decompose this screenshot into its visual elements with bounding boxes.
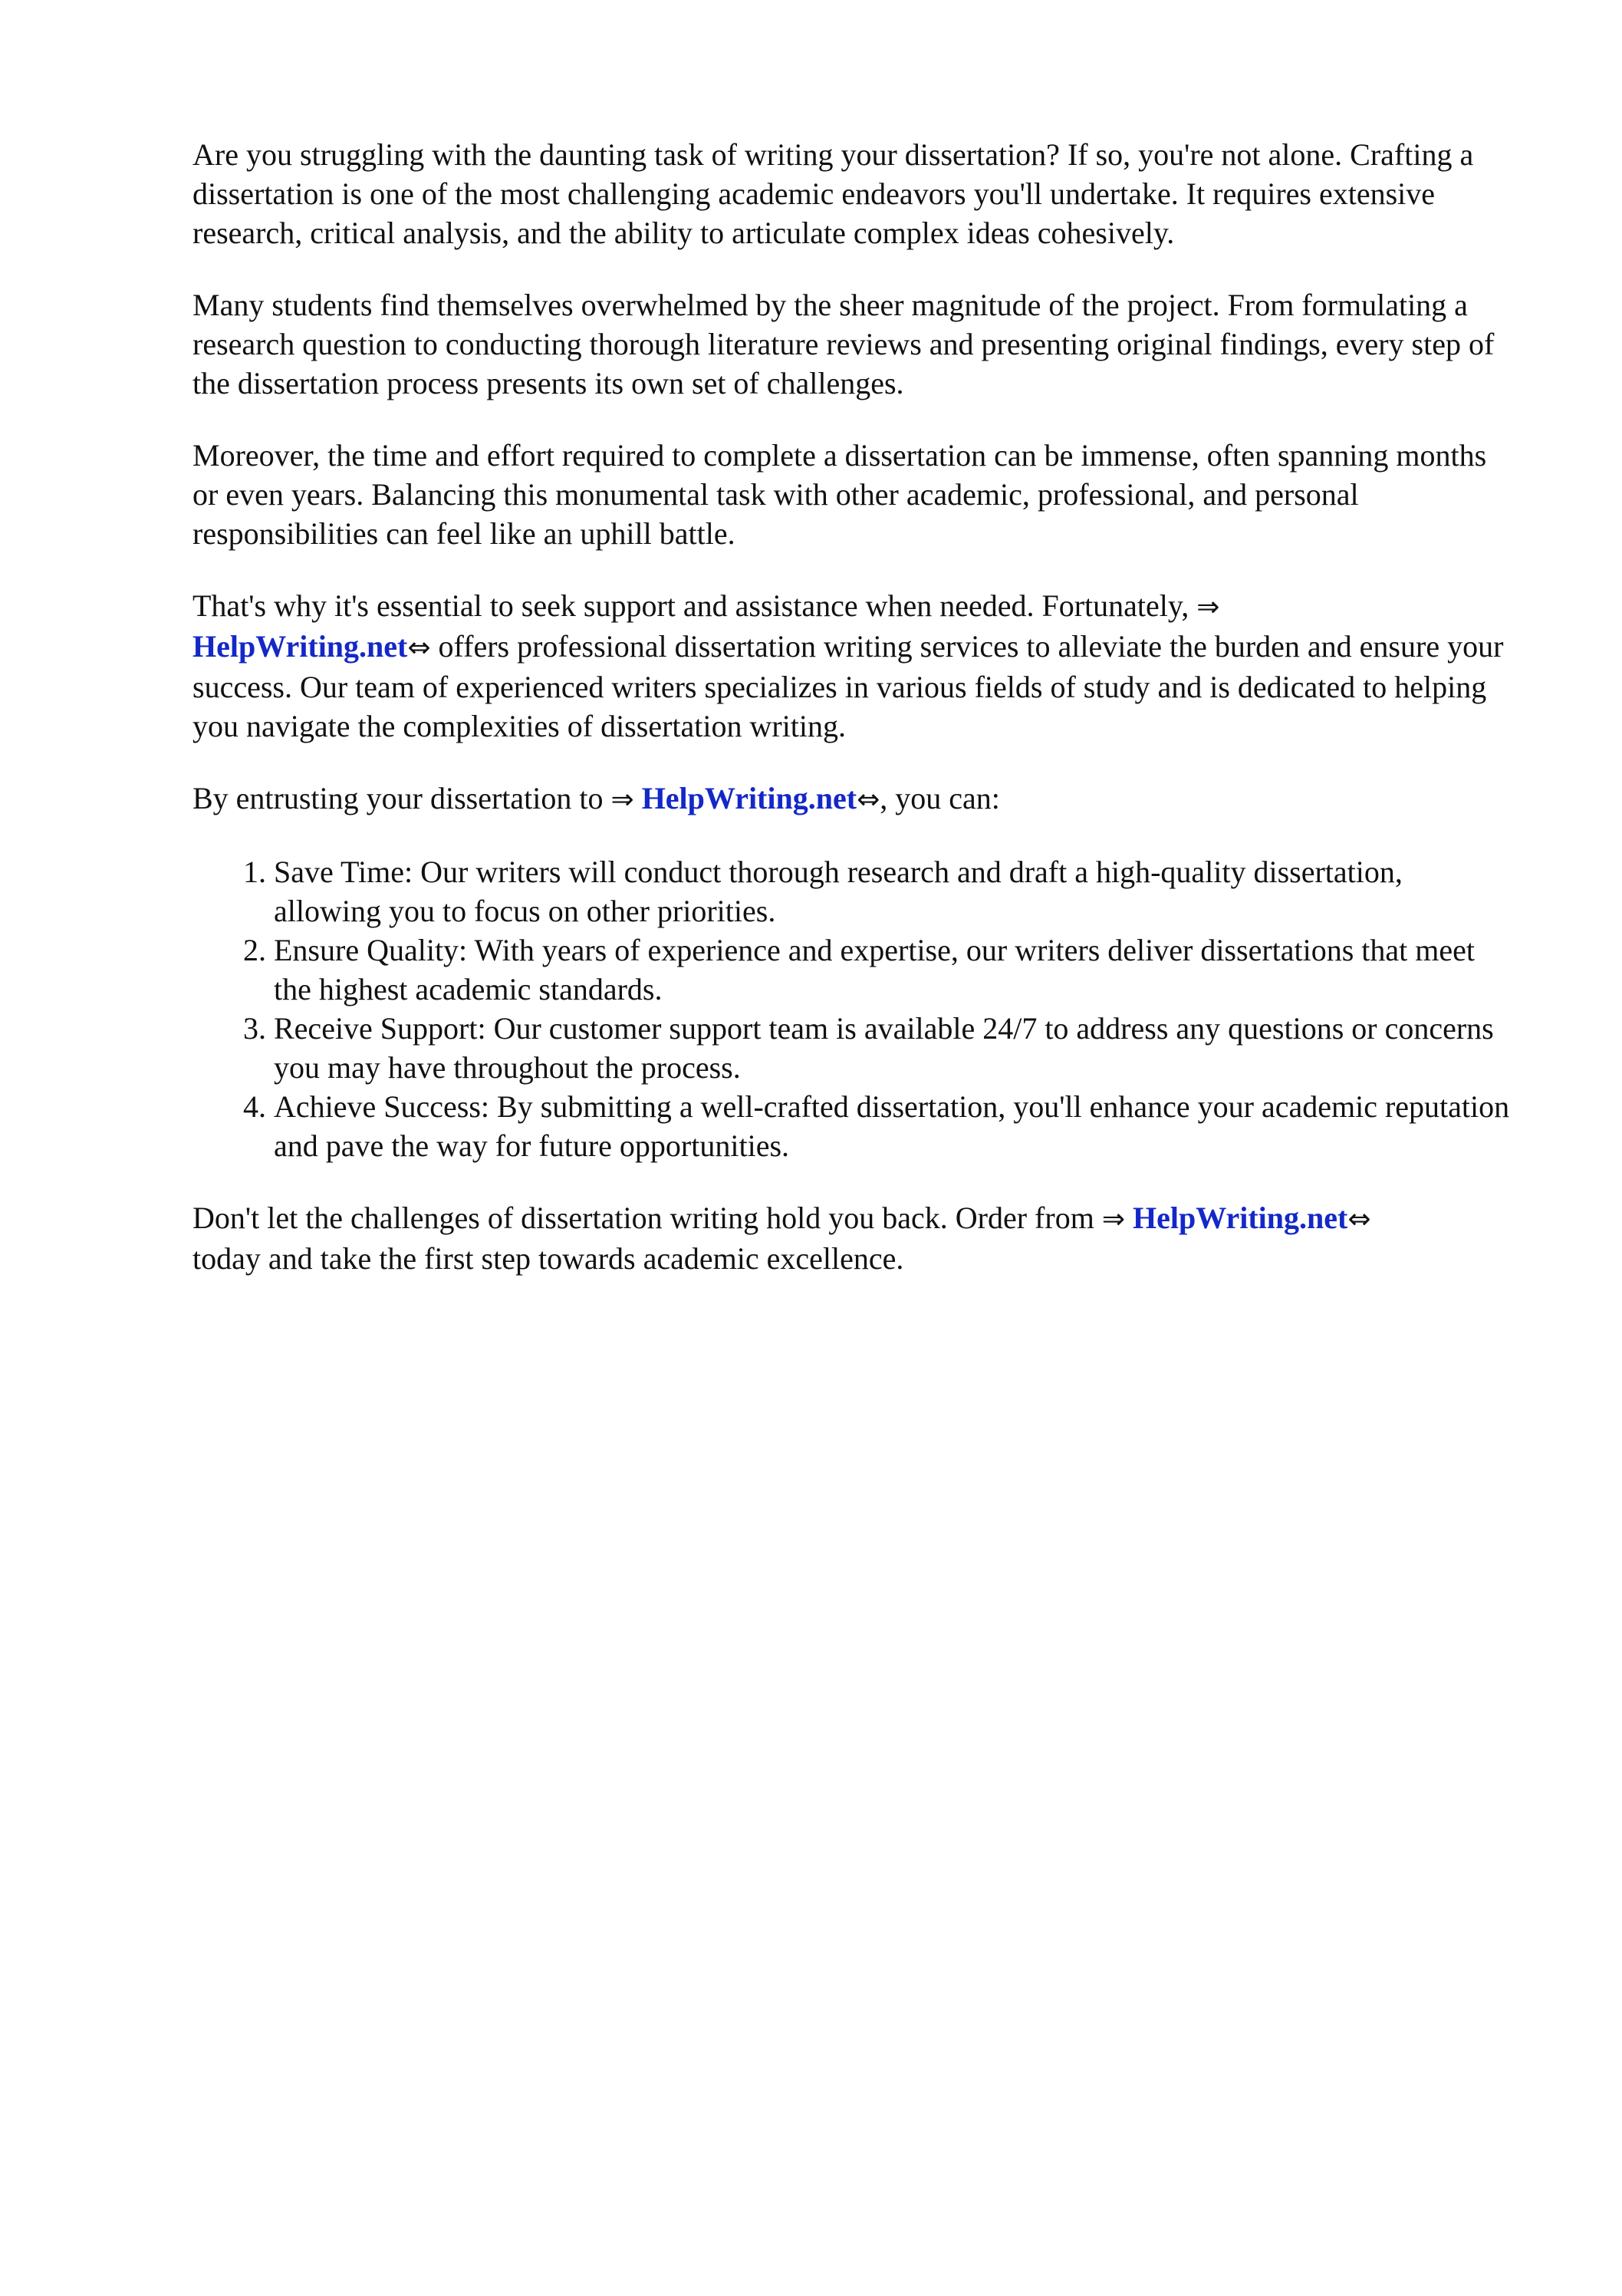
list-item: 4. Achieve Success: By submitting a well-crafted dissertation, you'll enhance your academic reputation and pave the way for future opportunities. xyxy=(274,1087,1512,1165)
document-body xyxy=(192,135,1512,1311)
double-arrow-icon: ⇔ xyxy=(1347,1204,1371,1235)
paragraph-cta xyxy=(192,1198,1512,1278)
paragraph-entrust xyxy=(192,779,1512,819)
paragraph-entrust-text-before: By entrusting your dissertation to xyxy=(192,781,611,815)
helpwriting-link[interactable]: HelpWriting.net xyxy=(1132,1201,1348,1235)
paragraph-support-text-before: That's why it's essential to seek support and assistance when needed. Fortunately, xyxy=(192,588,1197,623)
helpwriting-link[interactable]: HelpWriting.net xyxy=(192,629,408,664)
paragraph-cta-text-before: Don't let the challenges of dissertation writing hold you back. Order from xyxy=(192,1201,1102,1235)
double-arrow-icon: ⇔ xyxy=(857,784,880,815)
paragraph-challenges: Many students find themselves overwhelmed by the sheer magnitude of the project. From formulating a research question to conducting thorough literature reviews and presenting original findings, every step of the dissertation process presents its own set of challenges. xyxy=(192,288,1495,400)
helpwriting-link[interactable]: HelpWriting.net xyxy=(641,781,857,815)
paragraph-entrust-text-after: , you can: xyxy=(880,781,1000,815)
list-item: 3. Receive Support: Our customer support team is available 24/7 to address any questions or concerns you may have throughout the process. xyxy=(274,1009,1512,1087)
list-item: 2. Ensure Quality: With years of experience and expertise, our writers deliver dissertations that meet the highest academic standards. xyxy=(274,931,1512,1009)
list-item: 1. Save Time: Our writers will conduct thorough research and draft a high-quality dissertation, allowing you to focus on other priorities. xyxy=(274,852,1512,931)
paragraph-intro: Are you struggling with the daunting task of writing your dissertation? If so, you're not alone. Crafting a dissertation is one of the most challenging academic endeavors you'll undertake. It requires extensive research, critical analysis, and the ability to articulate complex ideas cohesively. xyxy=(192,137,1474,250)
paragraph-cta-text-after: today and take the first step towards academic excellence. xyxy=(192,1241,904,1276)
paragraph-support-text-after: offers professional dissertation writing services to alleviate the burden and ensure your success. Our team of experienced writers specializes in various fields of study and is dedicated to helping you navigate the complexities of dissertation writing. xyxy=(192,629,1504,743)
double-arrow-icon: ⇔ xyxy=(407,632,431,664)
right-arrow-icon: ⇒ xyxy=(1101,1204,1125,1235)
paragraph-support xyxy=(192,586,1512,746)
paragraph-time: Moreover, the time and effort required to complete a dissertation can be immense, often spanning months or even years. Balancing this monumental task with other academic, professional, and personal responsibilities can feel like an uphill battle. xyxy=(192,438,1487,551)
right-arrow-icon: ⇒ xyxy=(1196,591,1220,623)
right-arrow-icon: ⇒ xyxy=(610,784,634,815)
benefits-list xyxy=(192,852,1512,1165)
